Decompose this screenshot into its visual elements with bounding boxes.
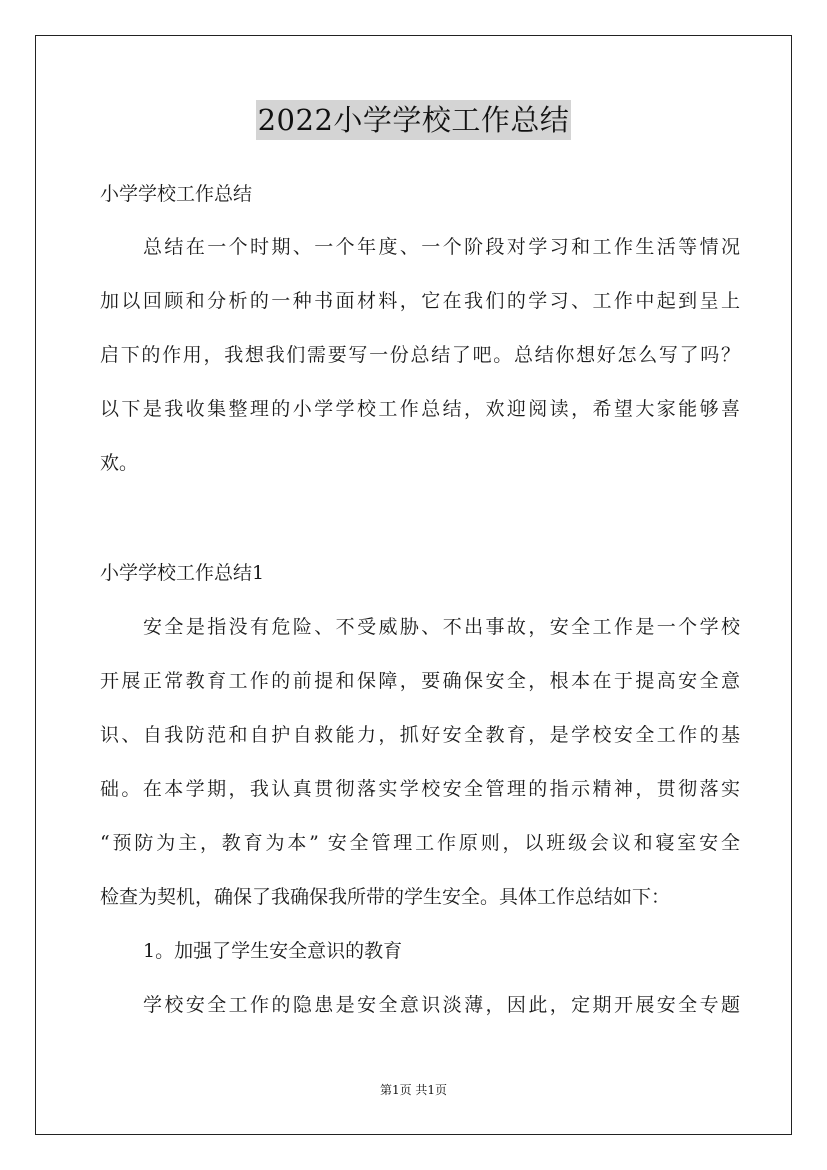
document-title: 2022小学学校工作总结 — [256, 100, 572, 140]
paragraph-line: 础。在本学期，我认真贯彻落实学校安全管理的指示精神，贯彻落实 — [100, 778, 740, 800]
paragraph-line: 学校安全工作的隐患是安全意识淡薄，因此，定期开展安全专题 — [143, 994, 740, 1016]
paragraph-line: 总结在一个时期、一个年度、一个阶段对学习和工作生活等情况 — [143, 236, 740, 258]
paragraph-line: 检查为契机，确保了我确保我所带的学生安全。具体工作总结如下： — [100, 886, 671, 908]
paragraph-line: 欢。 — [100, 452, 139, 474]
paragraph-line: 加以回顾和分析的一种书面材料，它在我们的学习、工作中起到呈上 — [100, 290, 740, 312]
paragraph-line: 识、自我防范和自护自救能力，抓好安全教育，是学校安全工作的基 — [100, 724, 740, 746]
section-heading: 小学学校工作总结1 — [100, 562, 265, 584]
title-container — [0, 100, 827, 140]
page-footer: 第1页 共1页 — [379, 1083, 448, 1097]
paragraph-line: 开展正常教育工作的前提和保障，要确保安全，根本在于提高安全意 — [100, 670, 740, 692]
paragraph-line: 启下的作用，我想我们需要写一份总结了吧。总结你想好怎么写了吗？ — [100, 344, 740, 366]
paragraph-line: “预防为主，教育为本” 安全管理工作原则，以班级会议和寝室安全 — [100, 832, 740, 854]
intro-heading: 小学学校工作总结 — [100, 183, 253, 205]
list-item-heading: 1。加强了学生安全意识的教育 — [143, 940, 403, 962]
paragraph-line: 以下是我收集整理的小学学校工作总结，欢迎阅读，希望大家能够喜 — [100, 398, 740, 420]
paragraph-line: 安全是指没有危险、不受威胁、不出事故，安全工作是一个学校 — [143, 616, 740, 638]
